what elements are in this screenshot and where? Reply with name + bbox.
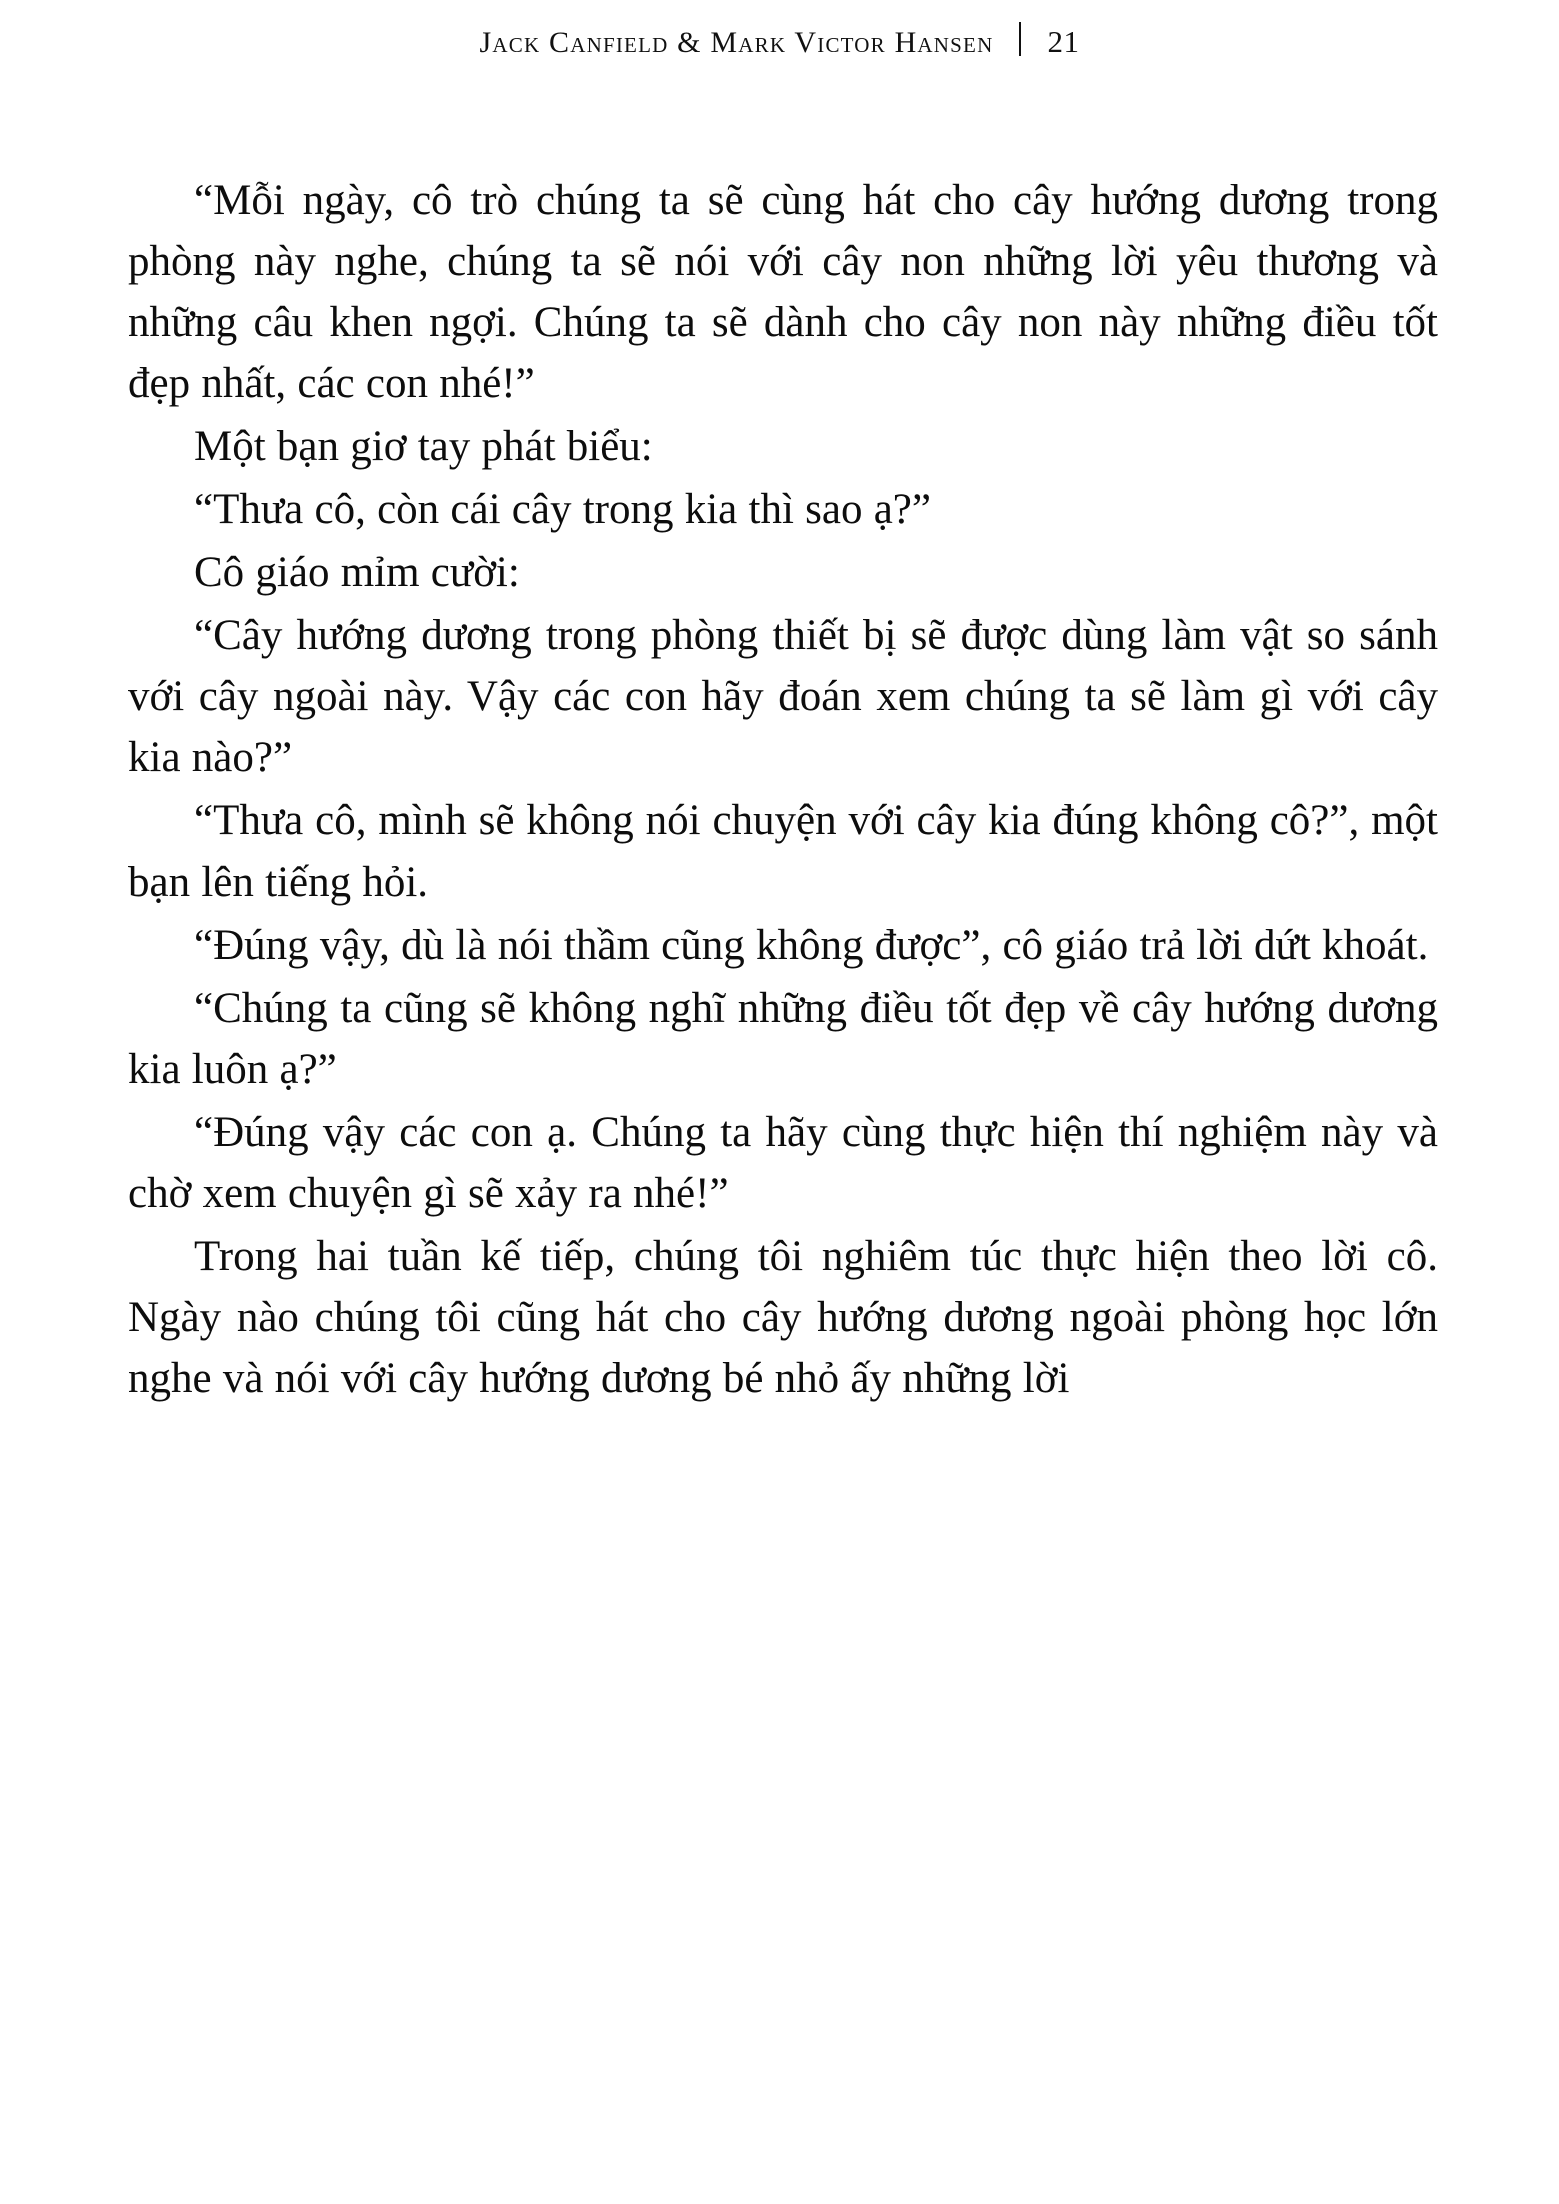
header-divider — [1019, 22, 1021, 56]
paragraph: Trong hai tuần kế tiếp, chúng tôi nghiêm túc thực hiện theo lời cô. Ngày nào chúng tôi cũng hát cho cây hướng dương ngoài phòng học lớn nghe và nói với cây hướng dương bé nhỏ ấy những lời — [128, 1232, 1438, 1402]
paragraph: “Chúng ta cũng sẽ không nghĩ những điều tốt đẹp về cây hướng dương kia luôn ạ?” — [128, 984, 1438, 1093]
paragraph: Một bạn giơ tay phát biểu: — [194, 423, 653, 471]
page-header — [0, 18, 1559, 60]
running-title: Jack Canfield & Mark Victor Hansen — [479, 26, 994, 59]
paragraph: “Đúng vậy, dù là nói thầm cũng không được”, cô giáo trả lời dứt khoát. — [194, 921, 1429, 969]
paragraph: Cô giáo mỉm cười: — [194, 549, 520, 597]
paragraph: “Mỗi ngày, cô trò chúng ta sẽ cùng hát cho cây hướng dương trong phòng này nghe, chúng ta sẽ nói với cây non những lời yêu thương và những câu khen ngợi. Chúng ta sẽ dành cho cây non này những điều tốt đẹp nhất, các con nhé!” — [128, 177, 1438, 408]
paragraph: “Thưa cô, còn cái cây trong kia thì sao ạ?” — [194, 486, 931, 534]
paragraph: “Cây hướng dương trong phòng thiết bị sẽ được dùng làm vật so sánh với cây ngoài này. Vậy các con hãy đoán xem chúng ta sẽ làm gì với cây kia nào?” — [128, 612, 1438, 782]
page-number: 21 — [1047, 24, 1080, 59]
body-text — [128, 170, 1438, 1411]
paragraph: “Thưa cô, mình sẽ không nói chuyện với cây kia đúng không cô?”, một bạn lên tiếng hỏi. — [128, 797, 1438, 906]
paragraph: “Đúng vậy các con ạ. Chúng ta hãy cùng thực hiện thí nghiệm này và chờ xem chuyện gì sẽ xảy ra nhé!” — [128, 1108, 1438, 1217]
